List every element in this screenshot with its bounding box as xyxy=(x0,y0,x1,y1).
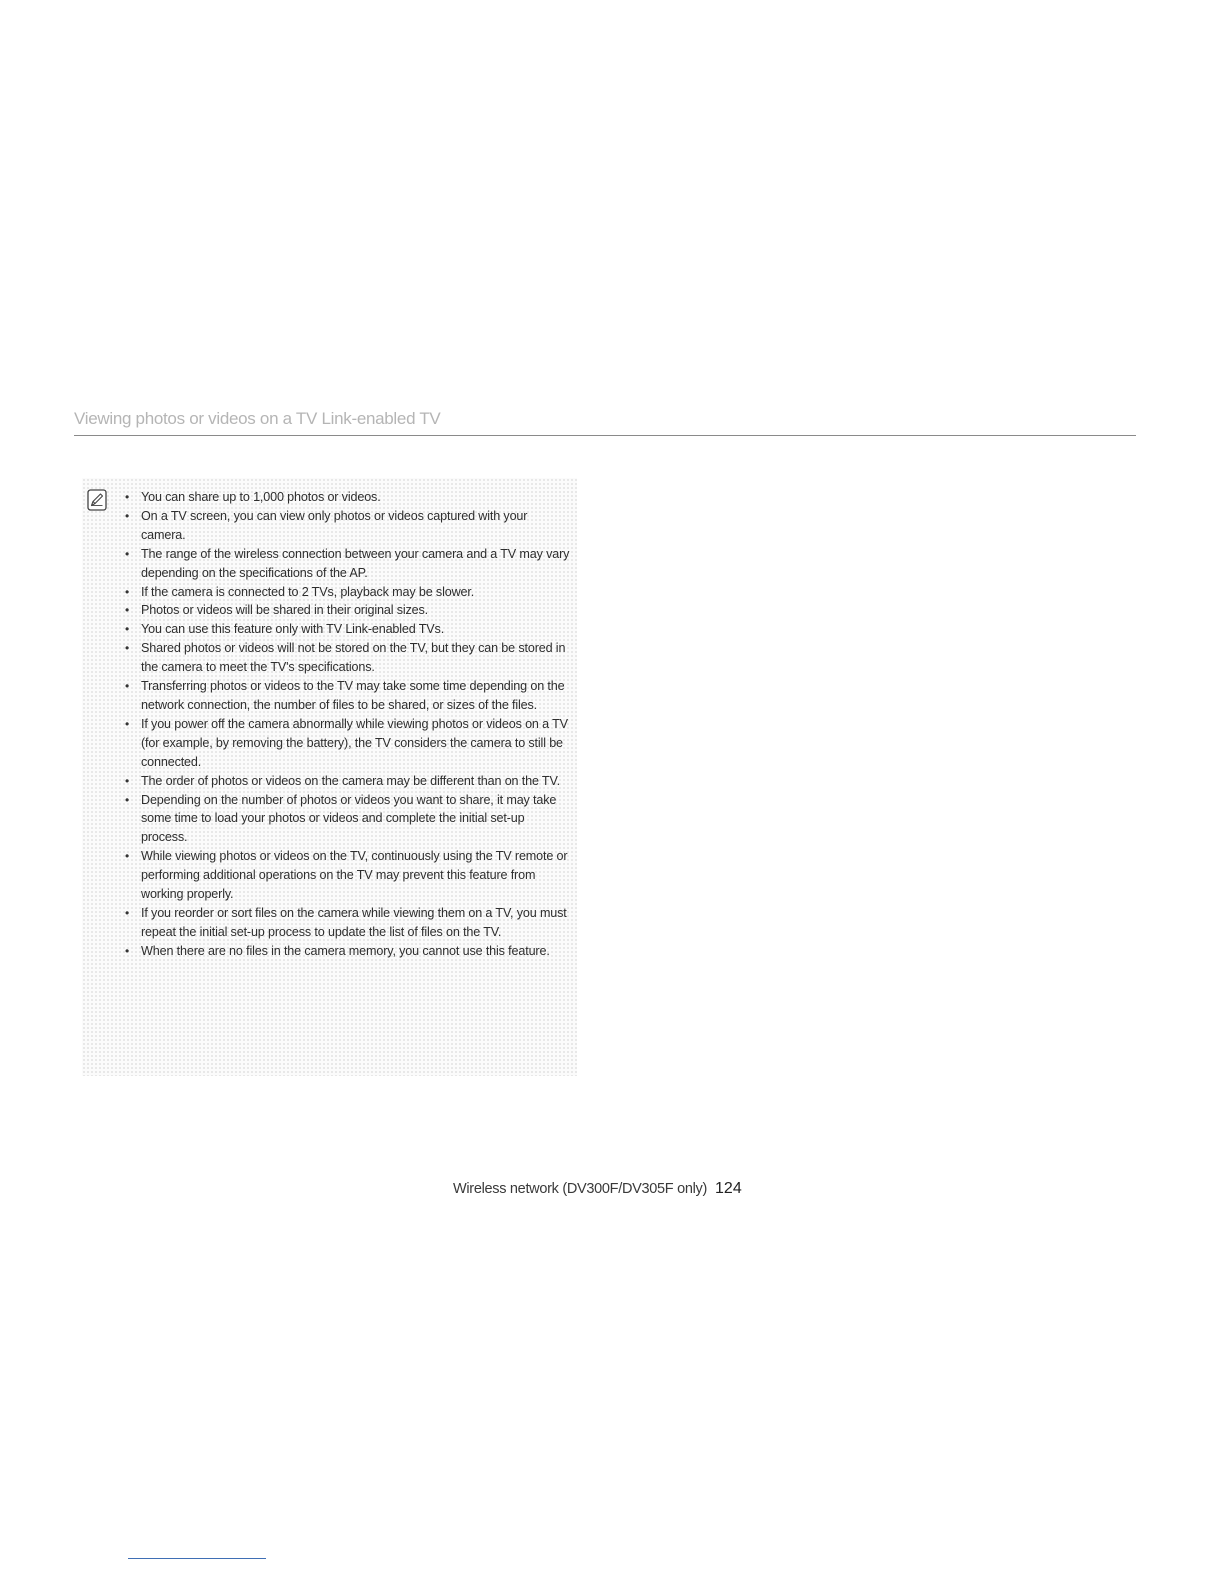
note-item-text: Shared photos or videos will not be stored on the TV, but they can be stored in the camera to meet the TV's specifications. xyxy=(141,641,566,675)
note-list-item xyxy=(125,601,573,620)
note-list-item xyxy=(125,715,573,772)
note-list-item xyxy=(125,639,573,677)
bullet-icon: • xyxy=(125,773,130,788)
bullet-icon: • xyxy=(125,905,130,920)
bullet-icon: • xyxy=(125,490,130,504)
note-list-item xyxy=(125,507,573,545)
note-item-text: If you power off the camera abnormally while viewing photos or videos on a TV (for example, by removing the battery), the TV considers the camera to still be connected. xyxy=(141,716,568,769)
note-item-text: The order of photos or videos on the camera may be different than on the TV. xyxy=(141,773,560,788)
note-box xyxy=(82,478,577,1076)
bottom-rule xyxy=(128,1558,266,1559)
page-number: 124 xyxy=(715,1180,742,1197)
note-list-item xyxy=(125,583,573,602)
pencil-note-icon xyxy=(87,489,107,511)
note-list-item xyxy=(125,904,573,942)
note-list-item xyxy=(125,620,573,639)
note-list-item xyxy=(125,545,573,583)
page-title: Viewing photos or videos on a TV Link-enabled TV xyxy=(74,409,441,428)
note-item-text: If you reorder or sort files on the camera while viewing them on a TV, you must repeat the initial set-up process to update the list of files on the TV. xyxy=(141,905,567,939)
footer-section-title: Wireless network (DV300F/DV305F only) xyxy=(453,1181,708,1197)
bullet-icon: • xyxy=(125,943,130,958)
note-item-text: Photos or videos will be shared in their original sizes. xyxy=(141,603,429,618)
note-item-text: While viewing photos or videos on the TV, continuously using the TV remote or performing additional operations on the TV may prevent this feature from working properly. xyxy=(141,849,568,902)
note-item-text: When there are no files in the camera memory, you cannot use this feature. xyxy=(141,943,550,958)
bullet-icon: • xyxy=(125,508,130,523)
note-item-text: The range of the wireless connection between your camera and a TV may vary depending on the specifications of the AP. xyxy=(141,546,570,580)
note-item-text: On a TV screen, you can view only photos or videos captured with your camera. xyxy=(141,508,528,542)
note-list-item xyxy=(125,488,573,507)
note-item-text: You can share up to 1,000 photos or videos. xyxy=(141,490,381,504)
bullet-icon: • xyxy=(125,584,130,599)
bullet-icon: • xyxy=(125,849,130,864)
note-item-text: Depending on the number of photos or videos you want to share, it may take some time to load your photos or videos and complete the initial set-up process. xyxy=(141,792,557,845)
note-list-item xyxy=(125,847,573,904)
bullet-icon: • xyxy=(125,546,130,561)
page-footer xyxy=(453,1180,742,1198)
note-list-item xyxy=(125,677,573,715)
bullet-icon: • xyxy=(125,716,130,731)
note-list xyxy=(125,488,573,961)
page-header xyxy=(74,409,1136,436)
bullet-icon: • xyxy=(125,641,130,656)
note-item-text: Transferring photos or videos to the TV may take some time depending on the network connection, the number of files to be shared, or sizes of the files. xyxy=(141,679,565,712)
note-item-text: You can use this feature only with TV Link-enabled TVs. xyxy=(141,622,445,637)
note-list-item xyxy=(125,772,573,791)
note-list-item xyxy=(125,942,573,961)
note-list-item xyxy=(125,791,573,848)
bullet-icon: • xyxy=(125,679,130,694)
note-item-text: If the camera is connected to 2 TVs, playback may be slower. xyxy=(141,584,475,599)
bullet-icon: • xyxy=(125,603,130,618)
bullet-icon: • xyxy=(125,792,130,807)
bullet-icon: • xyxy=(125,622,130,637)
